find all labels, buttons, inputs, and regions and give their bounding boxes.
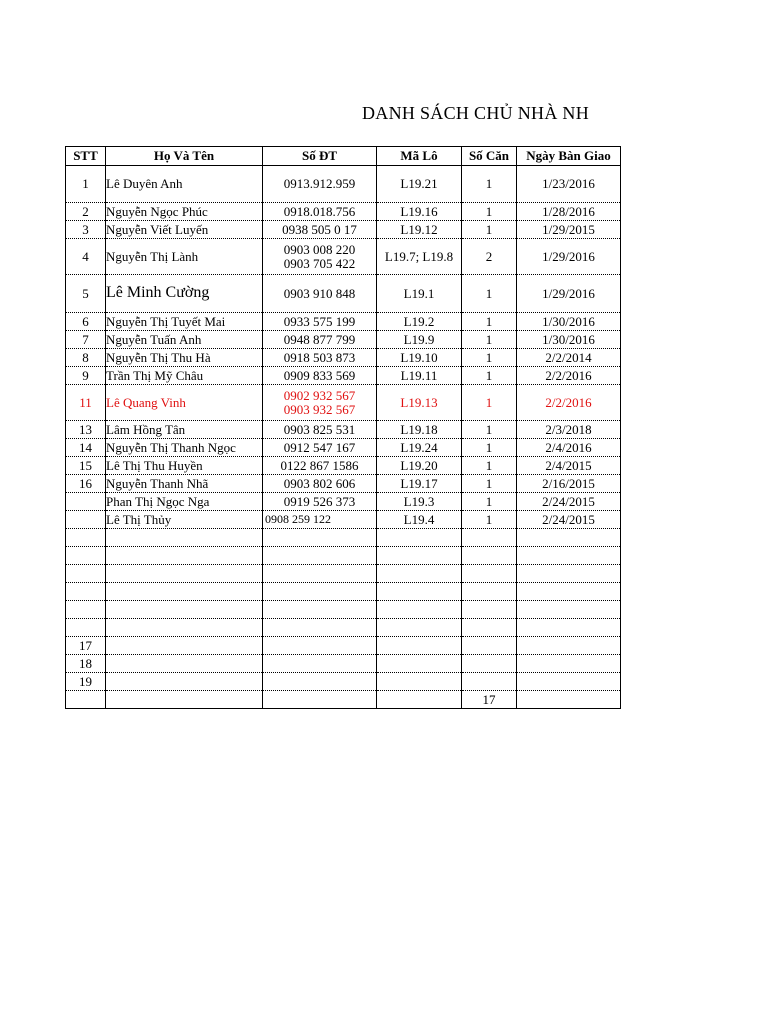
cell-lot[interactable]: L19.2	[377, 313, 462, 331]
table-row	[66, 493, 621, 511]
cell-phone[interactable]	[263, 221, 377, 239]
cell-stt[interactable]	[66, 493, 106, 511]
cell-stt[interactable]: 3	[66, 221, 106, 239]
cell-stt[interactable]: 13	[66, 421, 106, 439]
cell-name[interactable]	[106, 529, 263, 547]
cell-phone[interactable]	[263, 691, 377, 709]
cell-date[interactable]: 2/16/2015	[517, 475, 621, 493]
cell-phone[interactable]	[263, 439, 377, 457]
cell-phone[interactable]	[263, 583, 377, 601]
table-row	[66, 529, 621, 547]
cell-name[interactable]	[106, 655, 263, 673]
cell-date[interactable]: 2/24/2015	[517, 493, 621, 511]
cell-date[interactable]: 2/2/2014	[517, 349, 621, 367]
phone-number: 0908 259 122	[265, 512, 331, 527]
cell-phone[interactable]	[263, 673, 377, 691]
phone-number: 0918.018.756	[283, 203, 356, 219]
phone-number: 0902 932 567	[283, 387, 356, 403]
cell-stt[interactable]: 1	[66, 166, 106, 203]
cell-name[interactable]: Nguyễn Ngọc Phúc	[106, 203, 263, 221]
cell-units[interactable]: 1	[462, 313, 517, 331]
cell-units[interactable]	[462, 637, 517, 655]
cell-date[interactable]: 2/2/2016	[517, 367, 621, 385]
cell-name[interactable]	[106, 583, 263, 601]
sheet-title	[0, 101, 620, 131]
cell-units[interactable]	[462, 601, 517, 619]
cell-lot[interactable]	[377, 655, 462, 673]
cell-units[interactable]: 1	[462, 349, 517, 367]
cell-lot[interactable]	[377, 637, 462, 655]
cell-phone[interactable]	[263, 203, 377, 221]
cell-name[interactable]	[106, 565, 263, 583]
cell-stt[interactable]: 15	[66, 457, 106, 475]
cell-lot[interactable]: L19.11	[377, 367, 462, 385]
cell-date[interactable]	[517, 691, 621, 709]
cell-stt[interactable]: 14	[66, 439, 106, 457]
cell-date[interactable]: 2/24/2015	[517, 511, 621, 529]
phone-number: 0903 932 567	[283, 401, 356, 417]
cell-date[interactable]: 1/30/2016	[517, 313, 621, 331]
cell-name[interactable]	[106, 691, 263, 709]
cell-units[interactable]: 1	[462, 457, 517, 475]
cell-units[interactable]: 1	[462, 275, 517, 313]
cell-lot[interactable]	[377, 601, 462, 619]
cell-units[interactable]	[462, 655, 517, 673]
cell-lot[interactable]	[377, 673, 462, 691]
cell-date[interactable]	[517, 529, 621, 547]
cell-units[interactable]: 1	[462, 475, 517, 493]
cell-stt[interactable]: 8	[66, 349, 106, 367]
owner-table	[65, 146, 621, 709]
phone-number: 0948 877 799	[283, 331, 356, 347]
cell-phone[interactable]	[263, 239, 377, 275]
table-row	[66, 655, 621, 673]
cell-phone[interactable]	[263, 619, 377, 637]
cell-lot[interactable]: L19.12	[377, 221, 462, 239]
cell-stt[interactable]: 4	[66, 239, 106, 275]
cell-units[interactable]: 1	[462, 203, 517, 221]
cell-units[interactable]: 17	[462, 691, 517, 709]
col-header-units: Số Căn	[462, 147, 517, 166]
cell-name[interactable]	[106, 547, 263, 565]
table-row	[66, 565, 621, 583]
cell-units[interactable]	[462, 529, 517, 547]
cell-stt[interactable]: 19	[66, 673, 106, 691]
phone-number: 0903 825 531	[283, 421, 356, 437]
cell-date[interactable]	[517, 565, 621, 583]
cell-lot[interactable]: L19.21	[377, 166, 462, 203]
cell-stt[interactable]	[66, 583, 106, 601]
phone-number: 0933 575 199	[283, 313, 356, 329]
cell-date[interactable]: 1/30/2016	[517, 331, 621, 349]
cell-name[interactable]: Nguyễn Thị Tuyết Mai	[106, 313, 263, 331]
cell-lot[interactable]: L19.1	[377, 275, 462, 313]
cell-lot[interactable]: L19.4	[377, 511, 462, 529]
cell-name[interactable]: Nguyễn Viết Luyến	[106, 221, 263, 239]
cell-phone[interactable]	[263, 166, 377, 203]
table-row	[66, 439, 621, 457]
cell-name[interactable]: Trần Thị Mỹ Châu	[106, 367, 263, 385]
cell-phone[interactable]	[263, 547, 377, 565]
cell-name[interactable]: Nguyễn Thị Thanh Ngọc	[106, 439, 263, 457]
cell-name[interactable]: Lê Quang Vinh	[106, 385, 263, 421]
cell-stt[interactable]	[66, 529, 106, 547]
cell-date[interactable]: 1/29/2015	[517, 221, 621, 239]
phone-number: 0903 802 606	[283, 475, 356, 491]
phone-number: 0903 910 848	[283, 285, 356, 301]
cell-stt[interactable]: 5	[66, 275, 106, 313]
sheet-title-text: DANH SÁCH CHỦ NHÀ NH	[362, 103, 590, 123]
cell-units[interactable]	[462, 673, 517, 691]
cell-lot[interactable]	[377, 529, 462, 547]
table-row	[66, 313, 621, 331]
cell-date[interactable]: 2/4/2015	[517, 457, 621, 475]
phone-number: 0919 526 373	[283, 493, 356, 509]
cell-date[interactable]	[517, 673, 621, 691]
cell-stt[interactable]: 7	[66, 331, 106, 349]
cell-lot[interactable]	[377, 691, 462, 709]
cell-date[interactable]	[517, 655, 621, 673]
cell-lot[interactable]	[377, 583, 462, 601]
cell-date[interactable]: 1/23/2016	[517, 166, 621, 203]
cell-stt[interactable]: 6	[66, 313, 106, 331]
cell-stt[interactable]: 17	[66, 637, 106, 655]
phone-number: 0913.912.959	[283, 176, 356, 192]
cell-phone[interactable]	[263, 457, 377, 475]
cell-date[interactable]: 1/29/2016	[517, 239, 621, 275]
cell-stt[interactable]	[66, 511, 106, 529]
cell-units[interactable]	[462, 565, 517, 583]
table-row	[66, 673, 621, 691]
cell-name[interactable]	[106, 601, 263, 619]
cell-lot[interactable]: L19.24	[377, 439, 462, 457]
cell-units[interactable]	[462, 547, 517, 565]
phone-number: 0903 705 422	[283, 255, 356, 271]
cell-phone[interactable]	[263, 275, 377, 313]
cell-date[interactable]	[517, 583, 621, 601]
cell-name[interactable]: Lê Duyên Anh	[106, 166, 263, 203]
cell-name[interactable]	[106, 619, 263, 637]
cell-stt[interactable]: 18	[66, 655, 106, 673]
cell-units[interactable]: 2	[462, 239, 517, 275]
col-header-date: Ngày Bàn Giao	[517, 147, 621, 166]
cell-date[interactable]: 1/28/2016	[517, 203, 621, 221]
table-row	[66, 349, 621, 367]
cell-lot[interactable]: L19.9	[377, 331, 462, 349]
cell-phone[interactable]	[263, 475, 377, 493]
table-row	[66, 275, 621, 313]
cell-name[interactable]: Nguyễn Tuấn Anh	[106, 331, 263, 349]
table-row	[66, 385, 621, 421]
table-row	[66, 601, 621, 619]
cell-lot[interactable]	[377, 565, 462, 583]
table-row	[66, 637, 621, 655]
table-row	[66, 511, 621, 529]
cell-date[interactable]	[517, 619, 621, 637]
col-header-stt: STT	[66, 147, 106, 166]
cell-units[interactable]: 1	[462, 331, 517, 349]
cell-phone[interactable]	[263, 331, 377, 349]
cell-lot[interactable]: L19.10	[377, 349, 462, 367]
cell-stt[interactable]: 2	[66, 203, 106, 221]
cell-name[interactable]	[106, 673, 263, 691]
cell-units[interactable]: 1	[462, 421, 517, 439]
cell-stt[interactable]	[66, 547, 106, 565]
cell-phone[interactable]	[263, 367, 377, 385]
cell-stt[interactable]: 16	[66, 475, 106, 493]
cell-date[interactable]: 1/29/2016	[517, 275, 621, 313]
cell-units[interactable]: 1	[462, 367, 517, 385]
cell-units[interactable]: 1	[462, 385, 517, 421]
cell-units[interactable]: 1	[462, 511, 517, 529]
table-row	[66, 367, 621, 385]
cell-lot[interactable]: L19.3	[377, 493, 462, 511]
cell-stt[interactable]: 11	[66, 385, 106, 421]
cell-date[interactable]: 2/4/2016	[517, 439, 621, 457]
cell-lot[interactable]: L19.17	[377, 475, 462, 493]
table-row	[66, 475, 621, 493]
cell-units[interactable]	[462, 619, 517, 637]
table-row	[66, 221, 621, 239]
cell-units[interactable]: 1	[462, 221, 517, 239]
phone-number: 0938 505 0 17	[282, 221, 357, 237]
cell-name[interactable]: Lê Minh Cường	[106, 275, 263, 313]
cell-units[interactable]	[462, 583, 517, 601]
cell-phone[interactable]	[263, 349, 377, 367]
table-row	[66, 691, 621, 709]
cell-name[interactable]: Nguyễn Thị Lành	[106, 239, 263, 275]
table-row	[66, 619, 621, 637]
table-row	[66, 457, 621, 475]
col-header-phone: Số ĐT	[263, 147, 377, 166]
phone-number: 0903 008 220	[283, 241, 356, 257]
cell-phone[interactable]	[263, 421, 377, 439]
col-header-lot: Mã Lô	[377, 147, 462, 166]
cell-lot[interactable]	[377, 547, 462, 565]
cell-stt[interactable]	[66, 565, 106, 583]
cell-phone[interactable]	[263, 655, 377, 673]
cell-lot[interactable]: L19.18	[377, 421, 462, 439]
cell-name[interactable]: Lê Thị Thủy	[106, 511, 263, 529]
header-row	[66, 147, 621, 166]
cell-phone[interactable]	[263, 313, 377, 331]
cell-date[interactable]: 2/3/2018	[517, 421, 621, 439]
cell-stt[interactable]: 9	[66, 367, 106, 385]
cell-lot[interactable]: L19.16	[377, 203, 462, 221]
table-row	[66, 166, 621, 203]
cell-units[interactable]: 1	[462, 493, 517, 511]
cell-phone[interactable]	[263, 511, 377, 529]
cell-units[interactable]: 1	[462, 166, 517, 203]
table-row	[66, 239, 621, 275]
cell-phone[interactable]	[263, 529, 377, 547]
cell-phone[interactable]	[263, 637, 377, 655]
cell-lot[interactable]	[377, 619, 462, 637]
table-row	[66, 583, 621, 601]
cell-name[interactable]: Lê Thị Thu Huyền	[106, 457, 263, 475]
cell-name[interactable]: Lâm Hồng Tân	[106, 421, 263, 439]
cell-phone[interactable]	[263, 385, 377, 421]
cell-stt[interactable]	[66, 619, 106, 637]
cell-date[interactable]	[517, 637, 621, 655]
table-row	[66, 203, 621, 221]
cell-units[interactable]: 1	[462, 439, 517, 457]
col-header-name: Họ Và Tên	[106, 147, 263, 166]
cell-lot[interactable]: L19.7; L19.8	[377, 239, 462, 275]
cell-name[interactable]: Nguyễn Thị Thu Hà	[106, 349, 263, 367]
cell-date[interactable]	[517, 547, 621, 565]
cell-name[interactable]: Nguyễn Thanh Nhã	[106, 475, 263, 493]
phone-number: 0122 867 1586	[280, 457, 359, 473]
cell-name[interactable]: Phan Thị Ngọc Nga	[106, 493, 263, 511]
cell-stt[interactable]	[66, 601, 106, 619]
cell-date[interactable]	[517, 601, 621, 619]
cell-stt[interactable]	[66, 691, 106, 709]
phone-number: 0912 547 167	[283, 439, 356, 455]
table-row	[66, 331, 621, 349]
cell-name[interactable]	[106, 637, 263, 655]
phone-number: 0909 833 569	[283, 367, 356, 383]
cell-phone[interactable]	[263, 601, 377, 619]
cell-lot[interactable]: L19.13	[377, 385, 462, 421]
cell-date[interactable]: 2/2/2016	[517, 385, 621, 421]
table-row	[66, 547, 621, 565]
cell-lot[interactable]: L19.20	[377, 457, 462, 475]
cell-phone[interactable]	[263, 493, 377, 511]
table-row	[66, 421, 621, 439]
phone-number: 0918 503 873	[283, 349, 356, 365]
cell-phone[interactable]	[263, 565, 377, 583]
